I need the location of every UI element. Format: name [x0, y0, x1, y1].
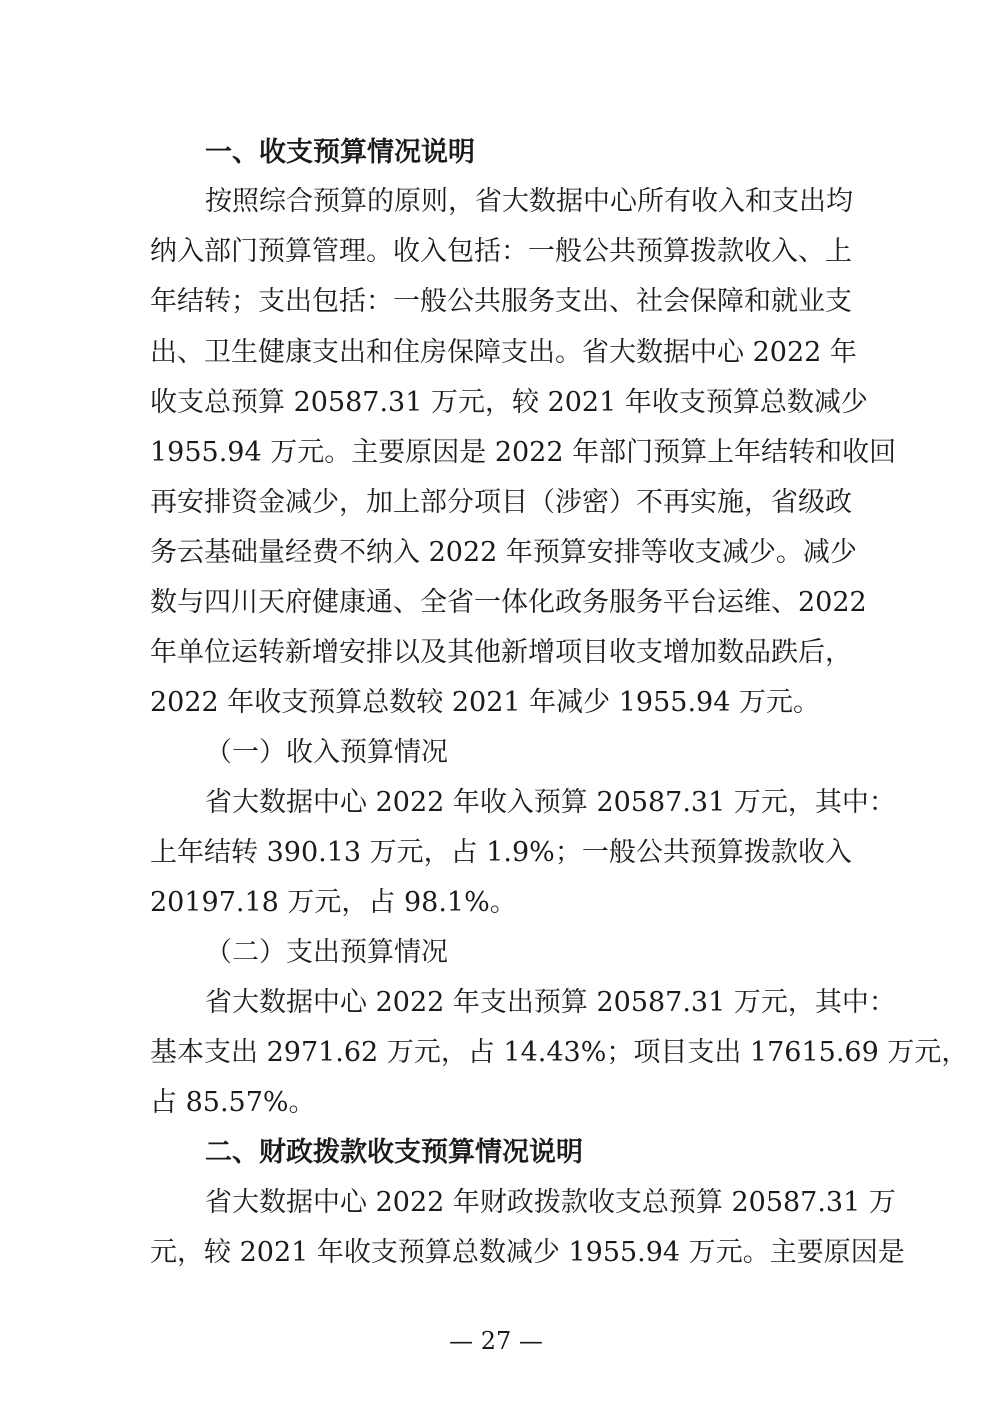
paragraph-line: 再安排资金减少，加上部分项目（涉密）不再实施，省级政 — [150, 487, 852, 518]
paragraph-line: 省大数据中心 2022 年支出预算 20587.31 万元，其中： — [205, 987, 896, 1018]
subsection-heading-income: （一）收入预算情况 — [205, 737, 448, 768]
paragraph-line: 占 85.57%。 — [150, 1087, 316, 1118]
paragraph-line: 上年结转 390.13 万元，占 1.9%；一般公共预算拨款收入 — [150, 837, 852, 868]
paragraph-line: 1955.94 万元。主要原因是 2022 年部门预算上年结转和收回 — [150, 437, 897, 468]
paragraph-line: 基本支出 2971.62 万元，占 14.43%；项目支出 17615.69 万元， — [150, 1037, 969, 1068]
paragraph-line: 年单位运转新增安排以及其他新增项目收支增加数品跌后， — [150, 637, 852, 668]
paragraph-line: 收支总预算 20587.31 万元，较 2021 年收支预算总数减少 — [150, 387, 868, 418]
page-number: — 27 — — [449, 1327, 543, 1355]
paragraph-line: 出、卫生健康支出和住房保障支出。省大数据中心 2022 年 — [150, 337, 857, 368]
paragraph-line: 年结转；支出包括：一般公共服务支出、社会保障和就业支 — [150, 286, 852, 317]
paragraph-line: 数与四川天府健康通、全省一体化政务服务平台运维、2022 — [150, 587, 867, 618]
paragraph-line: 元，较 2021 年收支预算总数减少 1955.94 万元。主要原因是 — [150, 1237, 905, 1268]
paragraph-line: 省大数据中心 2022 年收入预算 20587.31 万元，其中： — [205, 787, 896, 818]
paragraph-line: 纳入部门预算管理。收入包括：一般公共预算拨款收入、上 — [150, 236, 852, 267]
subsection-heading-expense: （二）支出预算情况 — [205, 937, 448, 968]
paragraph-line: 省大数据中心 2022 年财政拨款收支总预算 20587.31 万 — [205, 1187, 896, 1218]
paragraph-line: 20197.18 万元，占 98.1%。 — [150, 887, 517, 918]
section1-heading: 一、收支预算情况说明 — [205, 137, 475, 168]
paragraph-line: 务云基础量经费不纳入 2022 年预算安排等收支减少。减少 — [150, 537, 857, 568]
paragraph-line: 按照综合预算的原则，省大数据中心所有收入和支出均 — [205, 186, 853, 217]
section2-heading: 二、财政拨款收支预算情况说明 — [205, 1137, 583, 1168]
paragraph-line: 2022 年收支预算总数较 2021 年减少 1955.94 万元。 — [150, 687, 820, 718]
